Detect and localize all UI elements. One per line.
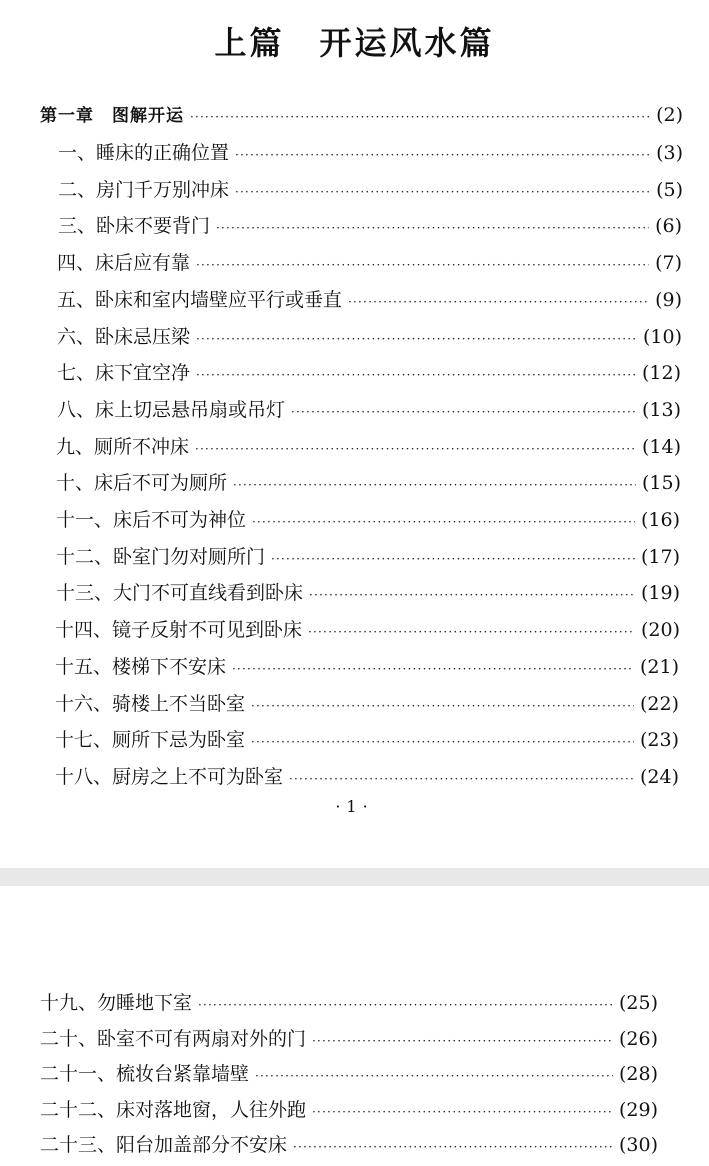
toc-entry-row[interactable] <box>56 543 680 571</box>
toc-leader-dots <box>291 398 636 426</box>
toc-entry-page: (7) <box>655 252 682 274</box>
toc-entry-row[interactable] <box>58 176 683 204</box>
toc-entry-page: (20) <box>640 619 680 641</box>
toc-entry-page: (24) <box>639 766 679 788</box>
toc-entry-label: 十八、厨房之上不可为卧室 <box>55 766 284 788</box>
toc-entry-page: (22) <box>639 693 679 715</box>
toc-entry-label: 六、卧床忌压梁 <box>57 326 191 348</box>
toc-entry-label: 五、卧床和室内墙壁应平行或垂直 <box>57 289 343 311</box>
toc-entry-row[interactable] <box>55 763 679 791</box>
toc-entry-page: (28) <box>618 1063 658 1085</box>
toc-leader-dots <box>348 288 649 316</box>
toc-leader-dots <box>235 178 650 206</box>
toc-entry-page: (10) <box>642 326 682 348</box>
toc-entry-page: (16) <box>640 509 680 531</box>
toc-entry-row[interactable] <box>40 1096 658 1124</box>
toc-leader-dots <box>308 618 635 646</box>
toc-entry-row[interactable] <box>56 506 680 534</box>
toc-entry-label: 二十三、阳台加盖部分不安床 <box>40 1134 288 1156</box>
toc-entry-page: (5) <box>656 179 683 201</box>
page-number: ·1· <box>335 797 374 816</box>
toc-chapter-label: 第一章 图解开运 <box>40 106 184 126</box>
toc-entry-page: (23) <box>639 729 679 751</box>
toc-leader-dots <box>252 508 635 536</box>
toc-entry-page: (29) <box>618 1099 658 1121</box>
toc-leader-dots <box>312 1027 613 1055</box>
toc-entry-label: 八、床上切忌悬吊扇或吊灯 <box>57 399 286 421</box>
toc-entry-label: 二十、卧室不可有两扇对外的门 <box>40 1028 307 1050</box>
page-separator <box>0 868 709 886</box>
toc-leader-dots <box>233 471 636 499</box>
toc-chapter-page: (2) <box>656 104 683 126</box>
toc-leader-dots <box>196 251 649 279</box>
toc-leader-dots <box>255 1062 613 1090</box>
toc-entry-page: (21) <box>639 656 679 678</box>
toc-entry-label: 九、厕所不冲床 <box>56 436 190 458</box>
toc-leader-dots <box>309 581 635 609</box>
toc-entry-label: 十、床后不可为厕所 <box>56 472 228 494</box>
toc-entry-page: (15) <box>641 472 681 494</box>
toc-entry-page: (17) <box>640 546 680 568</box>
toc-entry-row[interactable] <box>57 249 682 277</box>
toc-entry-label: 十五、楼梯下不安床 <box>55 656 227 678</box>
toc-entry-row[interactable] <box>58 139 683 167</box>
toc-entry-label: 四、床后应有靠 <box>57 252 191 274</box>
toc-leader-dots <box>232 655 634 683</box>
toc-entry-page: (6) <box>655 215 682 237</box>
page-two <box>0 886 709 1166</box>
toc-entry-label: 七、床下宜空净 <box>57 362 191 384</box>
toc-entry-row[interactable] <box>57 396 681 424</box>
toc-entry-label: 十七、厕所下忌为卧室 <box>55 729 246 751</box>
toc-entry-row[interactable] <box>56 579 680 607</box>
toc-entry-label: 十三、大门不可直线看到卧床 <box>56 582 304 604</box>
toc-leader-dots <box>235 141 650 169</box>
toc-entry-label: 二十二、床对落地窗，人往外跑 <box>40 1099 307 1121</box>
toc-entry-row[interactable] <box>56 433 681 461</box>
toc-entry-row[interactable] <box>55 616 680 644</box>
toc-entry-page: (9) <box>655 289 682 311</box>
toc-entry-page: (26) <box>618 1028 658 1050</box>
toc-leader-dots <box>251 728 634 756</box>
toc-entry-page: (19) <box>640 582 680 604</box>
toc-leader-dots <box>198 991 613 1019</box>
toc-entry-page: (3) <box>656 142 683 164</box>
toc-entry-row[interactable] <box>40 1060 658 1088</box>
toc-leader-dots <box>271 545 635 573</box>
toc-leader-dots <box>216 214 649 242</box>
section-title: 上篇 开运风水篇 <box>214 24 495 62</box>
toc-entry-row[interactable] <box>40 1025 658 1053</box>
toc-entry-row[interactable] <box>56 469 681 497</box>
toc-entry-label: 二十一、梳妆台紧靠墙壁 <box>40 1063 250 1085</box>
toc-entry-row[interactable] <box>57 286 682 314</box>
toc-leader-dots <box>289 765 634 793</box>
toc-entry-page: (13) <box>641 399 681 421</box>
toc-entry-page: (30) <box>618 1134 658 1156</box>
toc-entry-label: 十一、床后不可为神位 <box>56 509 247 531</box>
toc-entry-page: (25) <box>618 992 658 1014</box>
toc-entry-label: 十六、骑楼上不当卧室 <box>55 693 246 715</box>
toc-entry-row[interactable] <box>57 323 682 351</box>
toc-leader-dots <box>190 103 650 131</box>
toc-entry-row[interactable] <box>40 1131 658 1159</box>
toc-entry-label: 十二、卧室门勿对厕所门 <box>56 546 266 568</box>
toc-leader-dots <box>196 361 636 389</box>
toc-leader-dots <box>293 1133 613 1161</box>
toc-entry-page: (12) <box>641 362 681 384</box>
toc-entry-row[interactable] <box>55 653 679 681</box>
toc-entry-page: (14) <box>641 436 681 458</box>
toc-leader-dots <box>195 435 636 463</box>
toc-entry-label: 十四、镜子反射不可见到卧床 <box>55 619 303 641</box>
toc-entry-row[interactable] <box>40 989 658 1017</box>
toc-entry-label: 二、房门千万别冲床 <box>58 179 230 201</box>
toc-entry-row[interactable] <box>57 359 681 387</box>
toc-entry-row[interactable] <box>55 726 679 754</box>
toc-leader-dots <box>196 325 637 353</box>
toc-entry-label: 三、卧床不要背门 <box>58 215 211 237</box>
toc-entry-row[interactable] <box>55 690 679 718</box>
toc-leader-dots <box>312 1098 613 1126</box>
toc-leader-dots <box>251 692 634 720</box>
toc-entry-row[interactable] <box>58 212 682 240</box>
toc-chapter-row[interactable] <box>40 101 683 129</box>
toc-entry-label: 十九、勿睡地下室 <box>40 992 193 1014</box>
toc-entry-label: 一、睡床的正确位置 <box>58 142 230 164</box>
